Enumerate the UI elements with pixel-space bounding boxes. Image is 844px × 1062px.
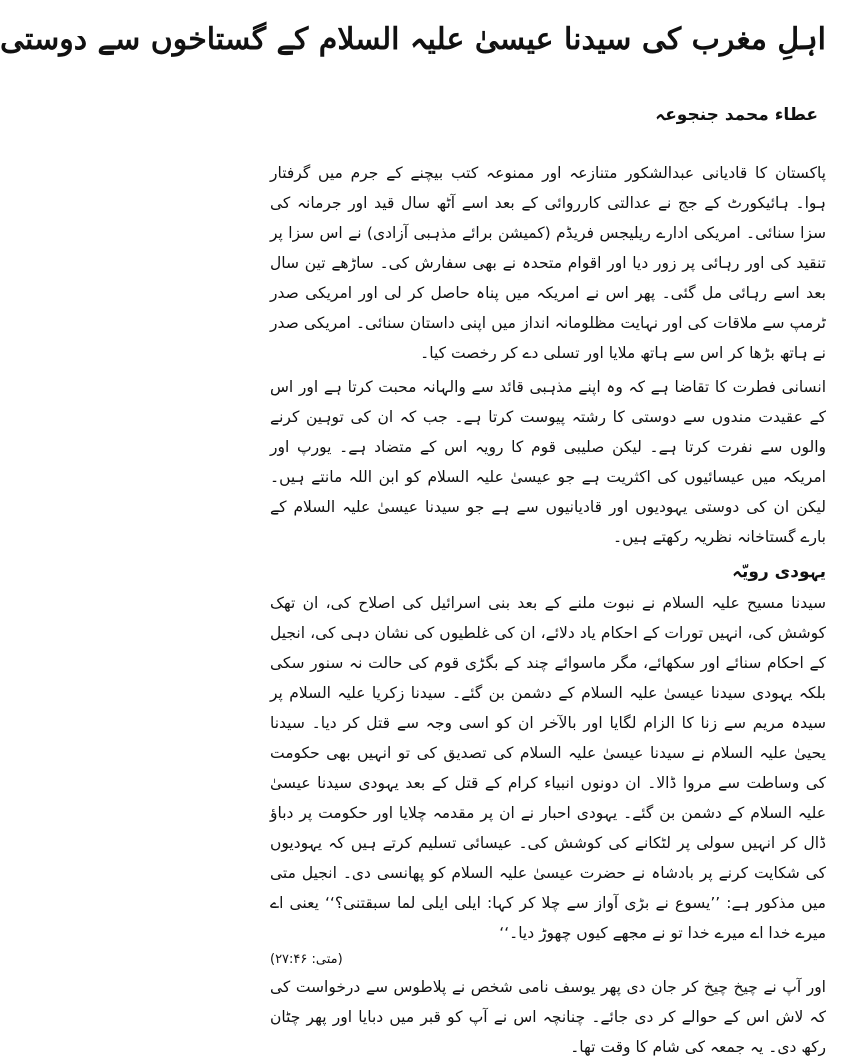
paragraph-1: پاکستان کا قادیانی عبدالشکور متنازعہ اور ممنوعہ کتب بیچنے کے جرم میں گرفتار ہوا۔ ہائیکورٹ کے جج نے عدالتی کارروائی کے بعد اسے آٹھ سال قید اور جرمانہ کی سزا سنائی۔ امریکی ادارے ریلیجس فریڈم (کمیشن برائے مذہبی آزادی) نے اس سزا پر تنقید کی اور رہائی پر زور دیا اور اقوام متحدہ نے بھی سفارش کی۔ ساڑھے تین سال بعد اسے رہائی مل گئی۔ پھر اس نے امریکہ میں پناہ حاصل کر لی اور امریکی صدر ٹرمپ سے ملاقات کی اور نہایت مظلومانہ انداز میں اپنی داستان سنائی۔ امریکی صدر نے ہاتھ بڑھا کر اس سے ہاتھ ملایا اور تسلی دے کر رخصت کیا۔ — [270, 164, 826, 362]
paragraph-4: اور آپ نے چیخ چیخ کر جان دی پھر یوسف نامی شخص نے پلاطوس سے درخواست کی کہ لاش اس کے حوالے کر دی جائے۔ چنانچہ اس نے آپ کو قبر میں دبایا اور پھر چٹان رکھ دی۔ یہ جمعہ کی شام کا وقت تھا۔ — [270, 978, 826, 1056]
paragraph-3: سیدنا مسیح علیہ السلام نے نبوت ملنے کے بعد بنی اسرائیل کی اصلاح کی، ان تھک کوشش کی، انہیں تورات کے احکام یاد دلائے، ان کی غلطیوں کی نشان دہی کی، انجیل کے احکام سنائے اور سکھائے، مگر ماسوائے چند کے بگڑی قوم کی حالت نہ سنور سکی بلکہ یہودی سیدنا عیسیٰ علیہ السلام کے دشمن بن گئے۔ سیدنا زکریا علیہ السلام پر سیدہ مریم سے زنا کا الزام لگایا اور بالآخر ان کو اسی وجہ سے قتل کر دیا۔ سیدنا یحییٰ علیہ السلام نے سیدنا عیسیٰ علیہ السلام کی تصدیق کی تو انہیں بھی حکومت کی وساطت سے مروا ڈالا۔ ان دونوں انبیاء کرام کے قتل کے بعد یہودی سیدنا عیسیٰ علیہ السلام کے دشمن بن گئے۔ یہودی احبار نے ان پر مقدمہ چلایا اور حکومت پر دباؤ ڈال کر انہیں سولی پر لٹکانے کی کوشش کی۔ عیسائی تسلیم کرتے ہیں کہ یہودیوں کی شکایت کرنے پر بادشاہ نے حضرت عیسیٰ علیہ السلام کو پھانسی دی۔ انجیل متی میں مذکور ہے: ’’یسوع نے بڑی آواز سے چلا کر کہا: ایلی ایلی لما سبقتنی؟‘‘ یعنی اے میرے خدا اے میرے خدا تو نے مجھے کیوں چھوڑ دیا۔‘‘ — [270, 594, 826, 942]
section-heading: یہودی رویّہ — [732, 562, 826, 582]
article-title: اہلِ مغرب کی سیدنا عیسیٰ علیہ السلام کے گستاخوں سے دوستی — [0, 22, 826, 57]
citation: (متی: ۲۷:۴۶) — [270, 952, 343, 967]
author-name: عطاء محمد جنجوعہ — [655, 105, 818, 125]
paragraph-2: انسانی فطرت کا تقاضا ہے کہ وہ اپنے مذہبی قائد سے والہانہ محبت کرتا ہے اور اس کے عقیدت مندوں سے دوستی کا رشتہ پیوست کرتا ہے۔ جب کہ ان کی توہین کرنے والوں سے نفرت کرتا ہے۔ لیکن صلیبی قوم کا رویہ اس کے متضاد ہے۔ یورپ اور امریکہ میں عیسائیوں کی اکثریت ہے جو عیسیٰ علیہ السلام کو ابن اللہ مانتے ہیں۔ لیکن ان کی دوستی یہودیوں اور قادیانیوں سے ہے جو سیدنا عیسیٰ علیہ السلام کے بارے گستاخانہ نظریہ رکھتے ہیں۔ — [270, 378, 826, 546]
article-body — [270, 158, 826, 1062]
